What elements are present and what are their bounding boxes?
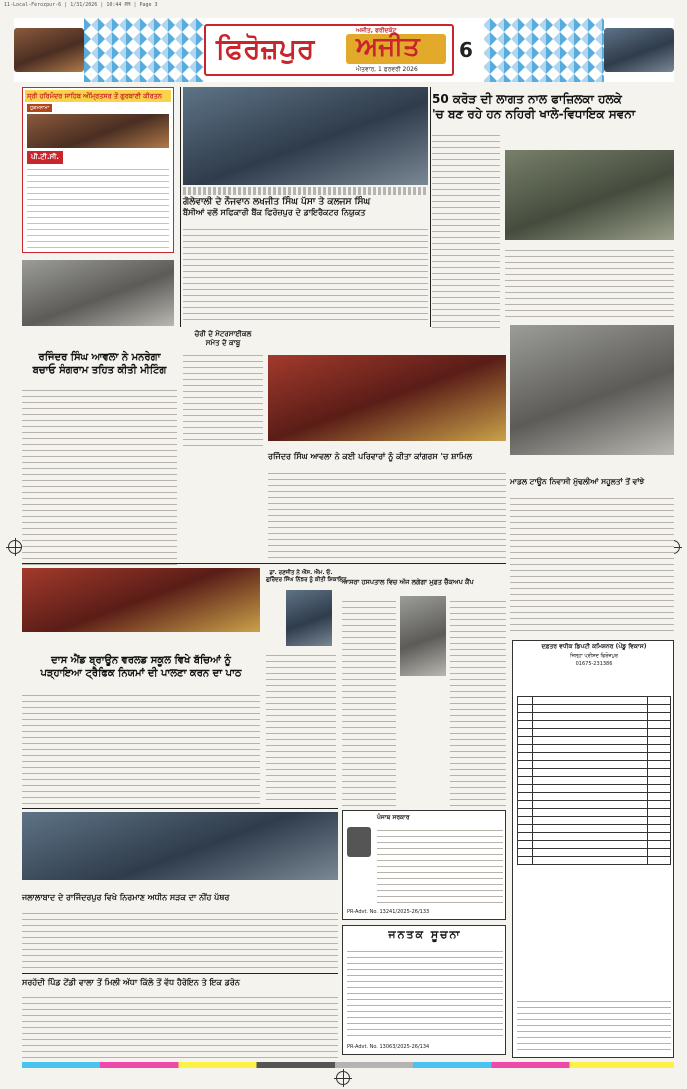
registration-mark — [8, 540, 22, 554]
article-road-body — [22, 908, 338, 968]
masthead — [14, 18, 674, 82]
headline-road: ਜਲਾਲਾਬਾਦ ਦੇ ਰਾਜਿੰਦਰਪੁਰ ਵਿਖੇ ਨਿਰਮਾਣ ਅਧੀਨ ਸੜਕ ਦਾ ਨੀਂਹ ਪੱਥਰ — [22, 893, 230, 902]
divider — [22, 808, 338, 809]
article-traffic-body — [22, 690, 260, 808]
headline-theft — [183, 330, 263, 348]
masthead-photo-right — [604, 28, 674, 72]
article-canal-body-2 — [505, 245, 674, 320]
headline-canal — [432, 92, 674, 122]
photo-canal-mla — [505, 150, 674, 240]
article-congress-body — [268, 468, 506, 558]
headline-congress: ਰਜਿੰਦਰ ਸਿੰਘ ਆਵਲਾ ਨੇ ਕਈ ਪਰਿਵਾਰਾਂ ਨੂੰ ਕੀਤਾ ਕਾਂਗਰਸ 'ਚ ਸ਼ਾਮਿਲ — [268, 452, 472, 461]
article-director-body — [183, 224, 428, 324]
tender-phone: 01675-231386 — [575, 661, 613, 667]
publisher-label: ਅਜੀਤ, ਫਰੀਦਕੋਟ — [356, 27, 397, 34]
headline-traffic-line1: ਦਾਸ ਐਂਡ ਬ੍ਰਾਊਨ ਵਰਲਡ ਸਕੂਲ ਵਿਖੇ ਬੱਚਿਆਂ ਨੂੰ — [51, 655, 231, 666]
headline-director-line2: ਬੈਂਸੀਆਂ ਵਲੋਂ ਸਫਿਕਾਰੀ ਬੈਂਕ ਫਿਰੋਜ਼ਪੁਰ ਦੇ ਡਾਇਰੈਕਟਰ ਨਿਯੁਕਤ — [183, 208, 366, 218]
headline-theft-line1: ਚੋਰੀ ਦੇ ਮੋਟਰਸਾਈਕਲ — [194, 330, 252, 338]
article-eye-camp-body — [342, 596, 396, 806]
headline-eye-camp: ਆਸਰਾ ਹਸਪਤਾਲ ਵਿਚ ਅੱਜ ਲਗੇਗਾ ਮੁਫ਼ਤ ਚੈੱਕਅਪ ਕੈਂਪ — [342, 578, 474, 586]
photo-model-town — [510, 325, 674, 455]
title-left: ਫਿਰੋਜ਼ਪੁਰ — [216, 32, 315, 65]
headline-director-line1: ਗੋਲੇਵਾਲੀ ਦੇ ਨੌਜਵਾਨ ਲਖਜੀਤ ਸਿੰਘ ਪੱਸਾ ਤੇ ਕਲਜਸ ਸਿੰਘ — [183, 197, 371, 207]
photo-congress — [268, 355, 506, 441]
public-notice-title: ਜਨਤਕ ਸੂਚਨਾ — [388, 928, 462, 941]
divider — [430, 87, 431, 327]
photo-group-top — [183, 87, 428, 185]
divider — [180, 87, 181, 327]
masthead-photo-left — [14, 28, 84, 72]
masthead-date: ਐਤਵਾਰ, 1 ਫਰਵਰੀ 2026 — [356, 66, 418, 73]
headline-doctor-line2: ਗੁਰਿੰਦਰ ਸਿੰਘ ਨਿੱਝਰ ਨੂੰ ਕੀਤੀ ਸ਼ਿਕਾਇਤ — [266, 576, 347, 583]
tender-title: ਦਫ਼ਤਰ ਵਧੀਕ ਡਿਪਟੀ ਕਮਿਸ਼ਨਰ (ਪੇਂਡੂ ਵਿਕਾਸ) — [541, 643, 647, 650]
headline-doctor-line1: ਡਾ. ਰਣਜੀਤ ਨੇ ਐੱਸ. ਐੱਮ. ਓ. — [269, 570, 333, 576]
masthead-title-box — [204, 24, 454, 76]
photo-doctor — [286, 590, 332, 646]
color-bar — [22, 1062, 674, 1068]
left-ad-body — [27, 164, 169, 250]
headline-traffic-line2: ਪੜ੍ਹਾਇਆ ਟ੍ਰੈਫਿਕ ਨਿਯਮਾਂ ਦੀ ਪਾਲਣਾ ਕਰਨ ਦਾ ਪਾਠ — [40, 667, 242, 679]
headline-model-town: ਮਾਡਲ ਟਾਊਨ ਨਿਵਾਸੀ ਮੁੱਢਲੀਆਂ ਸਹੂਲਤਾਂ ਤੋਂ ਵਾਂਝੇ — [510, 477, 645, 486]
govt-ipr-no: PR-Advt. No. 13241/2025-26/133 — [347, 909, 430, 915]
tender-notice — [512, 640, 674, 1058]
headline-director — [183, 197, 428, 218]
article-mgnrega-body — [22, 385, 177, 565]
public-notice-ipr-no: PR-Advt. No. 13063/2025-26/134 — [347, 1044, 430, 1050]
left-ad-title: ਸ੍ਰੀ ਹਰਿਮੰਦਰ ਸਾਹਿਬ ਅੰਮ੍ਰਿਤਸਰ ਤੋਂ ਗੁਰਬਾਣੀ ਕੀਰਤਨ — [25, 90, 171, 102]
article-doctor-body — [266, 650, 336, 805]
tender-table — [517, 696, 671, 865]
article-model-town-body — [510, 493, 674, 633]
divider — [22, 563, 506, 564]
public-notice — [342, 925, 506, 1055]
left-ad — [22, 87, 174, 253]
article-heroin-body — [22, 992, 338, 1058]
tender-footer — [517, 996, 671, 1051]
headline-theft-line2: ਸਮੇਤ ਦੋ ਕਾਬੂ — [205, 338, 241, 347]
photo-crowd — [22, 260, 174, 326]
headline-mgnrega-line1: ਰਜਿੰਦਰ ਸਿੰਘ ਆਵਲਾ ਨੇ ਮਨਰੇਗਾ — [38, 352, 161, 363]
divider — [22, 973, 338, 974]
headline-heroin: ਸਰਹੱਦੀ ਪਿੰਡ ਟੇਂਡੀ ਵਾਲਾ ਤੋਂ ਮਿਲੀ ਅੱਧਾ ਕਿੱਲੋ ਤੋਂ ਵੱਧ ਹੈਰੋਇਨ ਤੇ ਇਕ ਡਰੋਨ — [22, 978, 240, 987]
headline-doctor — [266, 570, 347, 584]
headline-mgnrega-line2: ਬਚਾਓ ਸੰਗਰਾਮ ਤਹਿਤ ਕੀਤੀ ਮੀਟਿੰਗ — [32, 364, 167, 376]
article-canal-body — [432, 130, 500, 330]
public-notice-body — [347, 946, 503, 1041]
photo-eye-camp — [400, 596, 446, 676]
article-theft-body — [183, 350, 263, 450]
govt-title: ਪੰਜਾਬ ਸਰਕਾਰ — [377, 814, 410, 821]
photo-school-event — [22, 568, 260, 632]
headline-mgnrega — [22, 352, 177, 377]
headline-canal-line2: 'ਚ ਬਣ ਰਹੇ ਹਨ ਨਹਿਰੀ ਖਾਲੇ-ਵਿਧਾਇਕ ਸਵਨਾ — [432, 107, 636, 121]
govt-logo — [347, 827, 371, 857]
govt-body — [377, 825, 503, 903]
photo-road — [22, 812, 338, 880]
left-ad-badge: ਪੀ.ਟੀ.ਸੀ. — [27, 151, 63, 164]
headline-traffic — [22, 655, 260, 680]
govt-notice — [342, 810, 506, 920]
headline-canal-line1: 50 ਕਰੋੜ ਦੀ ਲਾਗਤ ਨਾਲ ਫਾਜ਼ਿਲਕਾ ਹਲਕੇ — [432, 92, 622, 106]
print-slug: 11-Local-Ferozpur-6 | 1/31/2026 | 10:44 PM | Page 3 — [4, 2, 158, 8]
golden-temple-photo — [27, 114, 169, 148]
tender-subtitle: ਜ਼ਿਲ੍ਹਾ ਪ੍ਰੀਸ਼ਦ ਫਿਰੋਜ਼ਪੁਰ — [570, 653, 618, 659]
photo-caption — [183, 187, 428, 195]
page-number: 6 — [459, 38, 473, 62]
registration-mark — [336, 1071, 350, 1085]
article-eye-camp-body-2 — [450, 596, 506, 806]
title-right: ਅਜੀਤ — [356, 32, 420, 62]
left-ad-subtitle: ਹੁਕਮਨਾਮਾ — [27, 104, 52, 112]
